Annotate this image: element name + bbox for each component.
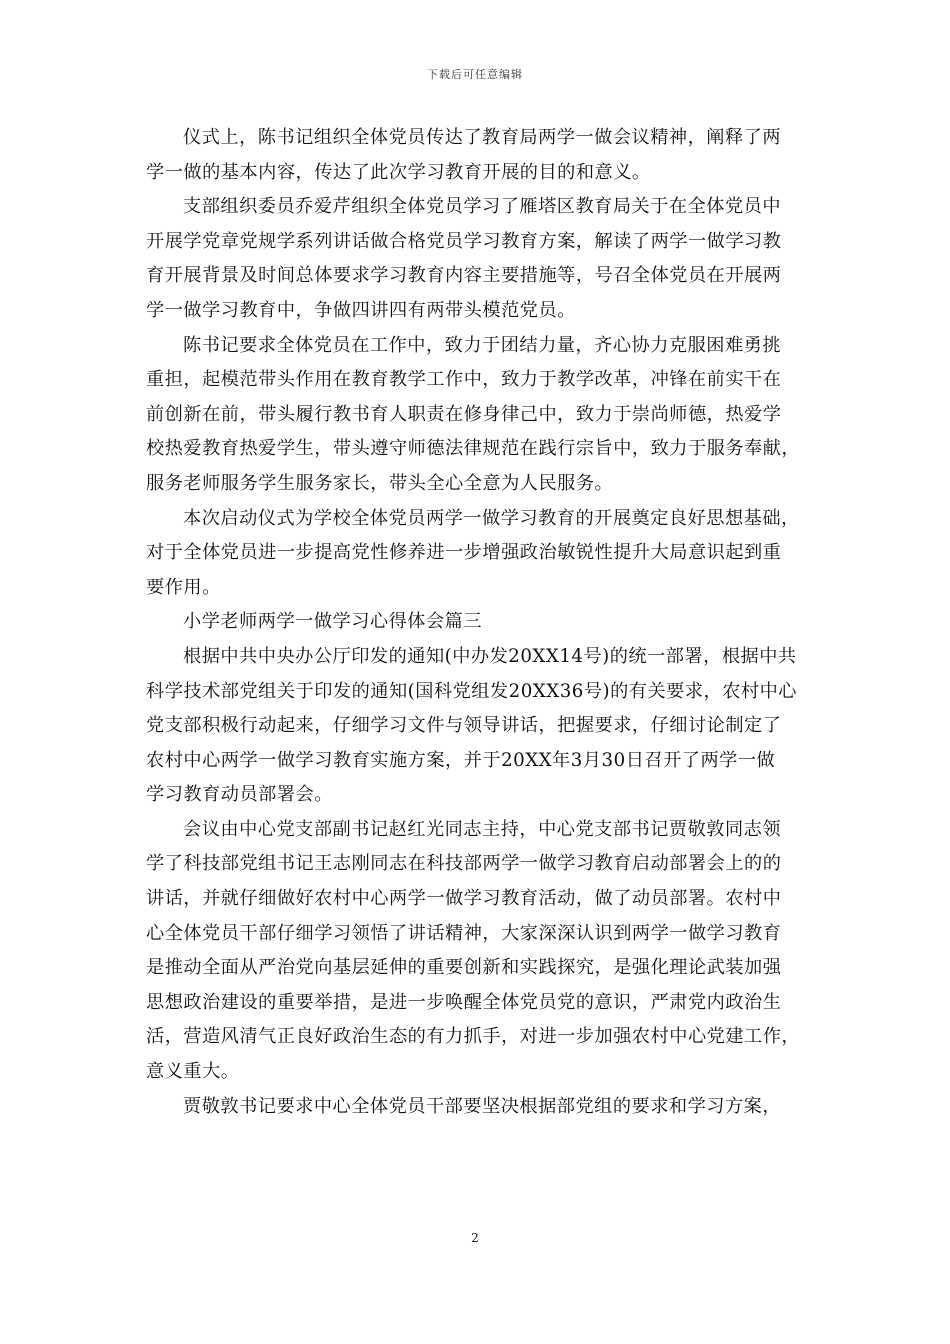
text-line: 思想政治建设的重要举措，是进一步唤醒全体党员党的意识，严肃党内政治生: [146, 991, 782, 1013]
text-line: 农村中心两学一做学习教育实施方案，并于20XX年3月30日召开了两学一做: [146, 749, 776, 771]
text-line: 学一做学习教育中，争做四讲四有两带头模范党员。: [146, 299, 576, 321]
text-line: 仪式上，陈书记组织全体党员传达了教育局两学一做会议精神，阐释了两: [183, 127, 782, 148]
text-line: 活，营造风清气正良好政治生态的有力抓手，对进一步加强农村中心党建工作，: [146, 1026, 801, 1048]
text-line: 是推动全面从严治党向基层延伸的重要创新和实践探究，是强化理论武装加强: [146, 957, 782, 979]
text-line: 会议由中心党支部副书记赵红光同志主持，中心党支部书记贾敬敦同志领: [183, 818, 782, 840]
text-line: 心全体党员干部仔细学习领悟了讲话精神，大家深深认识到两学一做学习教育: [146, 922, 782, 944]
text-line: 陈书记要求全体党员在工作中，致力于团结力量，齐心协力克服困难勇挑: [183, 334, 782, 356]
text-line: 支部组织委员乔爱芹组织全体党员学习了雁塔区教育局关于在全体党员中: [183, 196, 782, 218]
text-line: 学一做的基本内容，传达了此次学习教育开展的目的和意义。: [146, 161, 651, 183]
text-line: 意义重大。: [146, 1061, 240, 1083]
text-line: 讲话，并就仔细做好农村中心两学一做学习教育活动，做了动员部署。农村中: [146, 888, 782, 910]
text-line: 根据中共中央办公厅印发的通知(中办发20XX14号)的统一部署，根据中共: [183, 645, 797, 667]
document-body: [146, 121, 808, 1124]
text-line: 科学技术部党组关于印发的通知(国科党组发20XX36号)的有关要求，农村中心: [146, 680, 797, 702]
text-line: 学习教育动员部署会。: [146, 784, 333, 806]
text-line: 前创新在前，带头履行教书育人职责在修身律己中，致力于崇尚师德，热爱学: [146, 403, 782, 425]
text-line: 本次启动仪式为学校全体党员两学一做学习教育的开展奠定良好思想基础，: [183, 507, 800, 529]
text-line: 贾敬敦书记要求中心全体党员干部要坚决根据部党组的要求和学习方案，: [183, 1095, 782, 1117]
text-line: 要作用。: [146, 576, 221, 598]
text-line: 党支部积极行动起来，仔细学习文件与领导讲话，把握要求，仔细讨论制定了: [146, 715, 782, 737]
text-line: 校热爱教育热爱学生，带头遵守师德法律规范在践行宗旨中，致力于服务奉献，: [146, 438, 801, 460]
text-line: 育开展背景及时间总体要求学习教育内容主要措施等，号召全体党员在开展两: [146, 265, 782, 287]
text-line: 重担，起模范带头作用在教育教学工作中，致力于教学改革，冲锋在前实干在: [146, 369, 782, 391]
section-heading: 小学老师两学一做学习心得体会篇三: [183, 611, 483, 633]
page-number: 2: [471, 1231, 479, 1245]
page-header: 下载后可任意编辑: [427, 68, 523, 81]
text-line: 服务老师服务学生服务家长，带头全心全意为人民服务。: [146, 472, 614, 494]
text-line: 开展学党章党规学系列讲话做合格党员学习教育方案，解读了两学一做学习教: [146, 230, 782, 252]
text-line: 对于全体党员进一步提高党性修养进一步增强政治敏锐性提升大局意识起到重: [146, 542, 782, 564]
text-line: 学了科技部党组书记王志刚同志在科技部两学一做学习教育启动部署会上的的: [146, 853, 782, 875]
